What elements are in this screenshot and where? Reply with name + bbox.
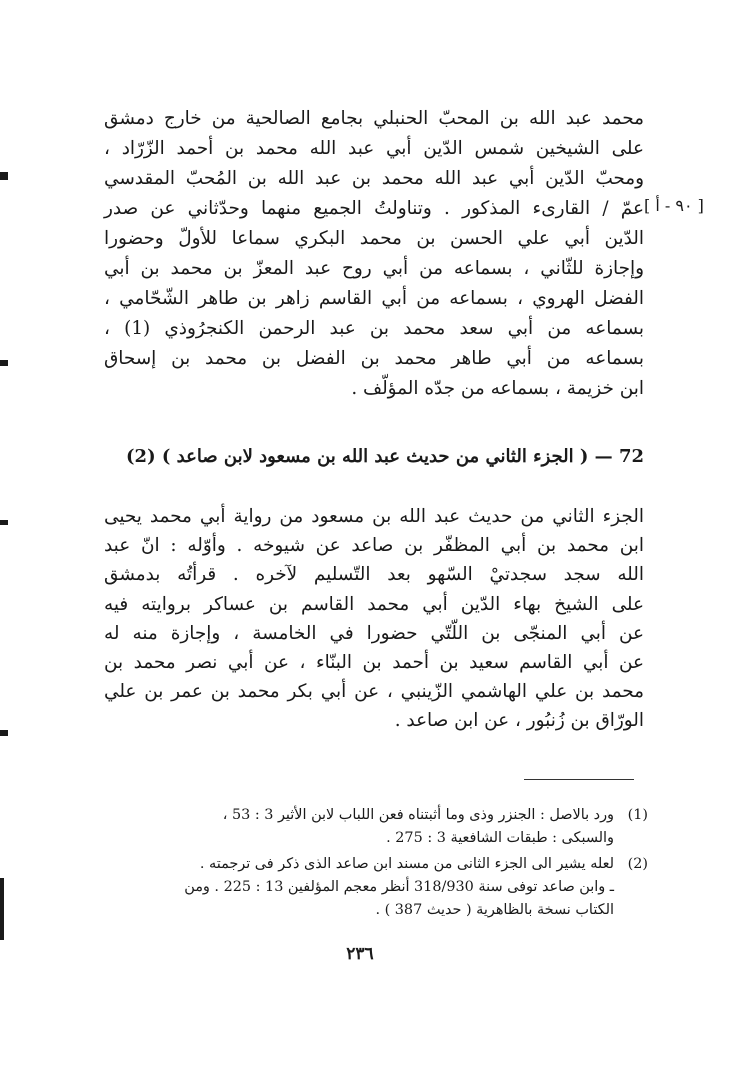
footnote-separator (524, 779, 634, 780)
text-line: الورّاق بن زُنبُور ، عن ابن صاعد . (394, 710, 644, 732)
text-line: عمّ / القارىء المذكور . وتناولتُ الجميع منهما وحدّثاني عن صدر (104, 198, 644, 219)
footnote-number: (2) (627, 856, 648, 872)
text-line: على الشيخ بهاء الدّين أبي محمد القاسم بن عساكر بروايته فيه (104, 593, 644, 615)
scan-edge-mark (0, 730, 8, 736)
footnote-line: ورد بالاصل : الجنزر وذى وما أثبتناه فعن اللباب لابن الأثير 3 : 53 ، (222, 807, 614, 823)
folio-margin-marker: [ ٩٠ - أ ] (644, 196, 704, 215)
text-line: الدّين أبي علي الحسن بن محمد البكري سماعا للأولّ وحضورا (104, 228, 644, 249)
text-line: الجزء الثاني من حديث عبد الله بن مسعود من رواية أبي محمد يحيى (104, 506, 644, 527)
scan-edge-mark (0, 360, 8, 366)
text-line: وإجازة للثّاني ، بسماعه من أبي روح عبد المعزّ بن محمد بن أبي (104, 258, 644, 279)
text-line: بسماعه من أبي طاهر محمد بن الفضل بن محمد بن إسحاق (104, 348, 644, 369)
footnote-1 (104, 804, 648, 850)
text-line: محمد عبد الله بن المحبّ الحنبلي بجامع الصالحية من خارج دمشق (104, 108, 644, 129)
scan-edge-mark (0, 520, 8, 525)
footnote-line: لعله يشير الى الجزء الثانى من مسند ابن صاعد الذى ذكر فى ترجمته . (199, 856, 614, 872)
paragraph-isnad-1 (104, 104, 644, 404)
footnote-2 (104, 853, 648, 922)
scan-edge-mark (0, 878, 4, 940)
footnote-line: ـ وابن صاعد توفى سنة 318/930 أنظر معجم المؤلفين 13 : 225 . ومن (184, 879, 614, 895)
text-line: ابن محمد بن أبي المظفّر بن صاعد عن شيوخه . وأوّله : انّ عبد (104, 535, 644, 557)
text-line: الله سجد سجدتيْ السّهو بعد التّسليم لآخره . قرأتُه بدمشق (104, 564, 644, 586)
paragraph-isnad-2 (104, 502, 644, 736)
text-line: عن أبي المنجّى بن اللّتّي حضورا في الخامسة ، وإجازة منه له (104, 622, 644, 644)
text-line: الفضل الهروي ، بسماعه من أبي القاسم زاهر بن طاهر الشّحّامي ، (104, 288, 644, 309)
page-number: ٢٣٦ (346, 944, 374, 964)
scan-edge-mark (0, 172, 8, 180)
footnotes (104, 804, 648, 925)
text-line: محمد بن علي الهاشمي الزّينبي ، عن أبي بكر محمد بن عمر بن علي (104, 681, 644, 703)
section-heading: 72 — ( الجزء الثاني من حديث عبد الله بن مسعود لابن صاعد ) (2) (126, 446, 644, 467)
text-line: على الشيخين شمس الدّين أبي عبد الله محمد بن أحمد الزّرّاد ، (104, 138, 644, 159)
text-line: ومحبّ الدّين أبي عبد الله محمد بن عبد الله بن المُحبّ المقدسي (104, 168, 644, 189)
text-line: بسماعه من أبي سعد محمد بن عبد الرحمن الكنجرُوذي (1) ، (104, 318, 644, 339)
footnote-number: (1) (627, 807, 648, 823)
text-line: عن أبي القاسم سعيد بن أحمد بن البنّاء ، عن أبي نصر محمد بن (104, 652, 644, 674)
footnote-line: والسبكى : طبقات الشافعية 3 : 275 . (386, 830, 614, 846)
footnote-line: الكتاب نسخة بالظاهرية ( حديث 387 ) . (375, 902, 614, 918)
text-line: ابن خزيمة ، بسماعه من جدّه المؤلّف . (351, 378, 644, 399)
